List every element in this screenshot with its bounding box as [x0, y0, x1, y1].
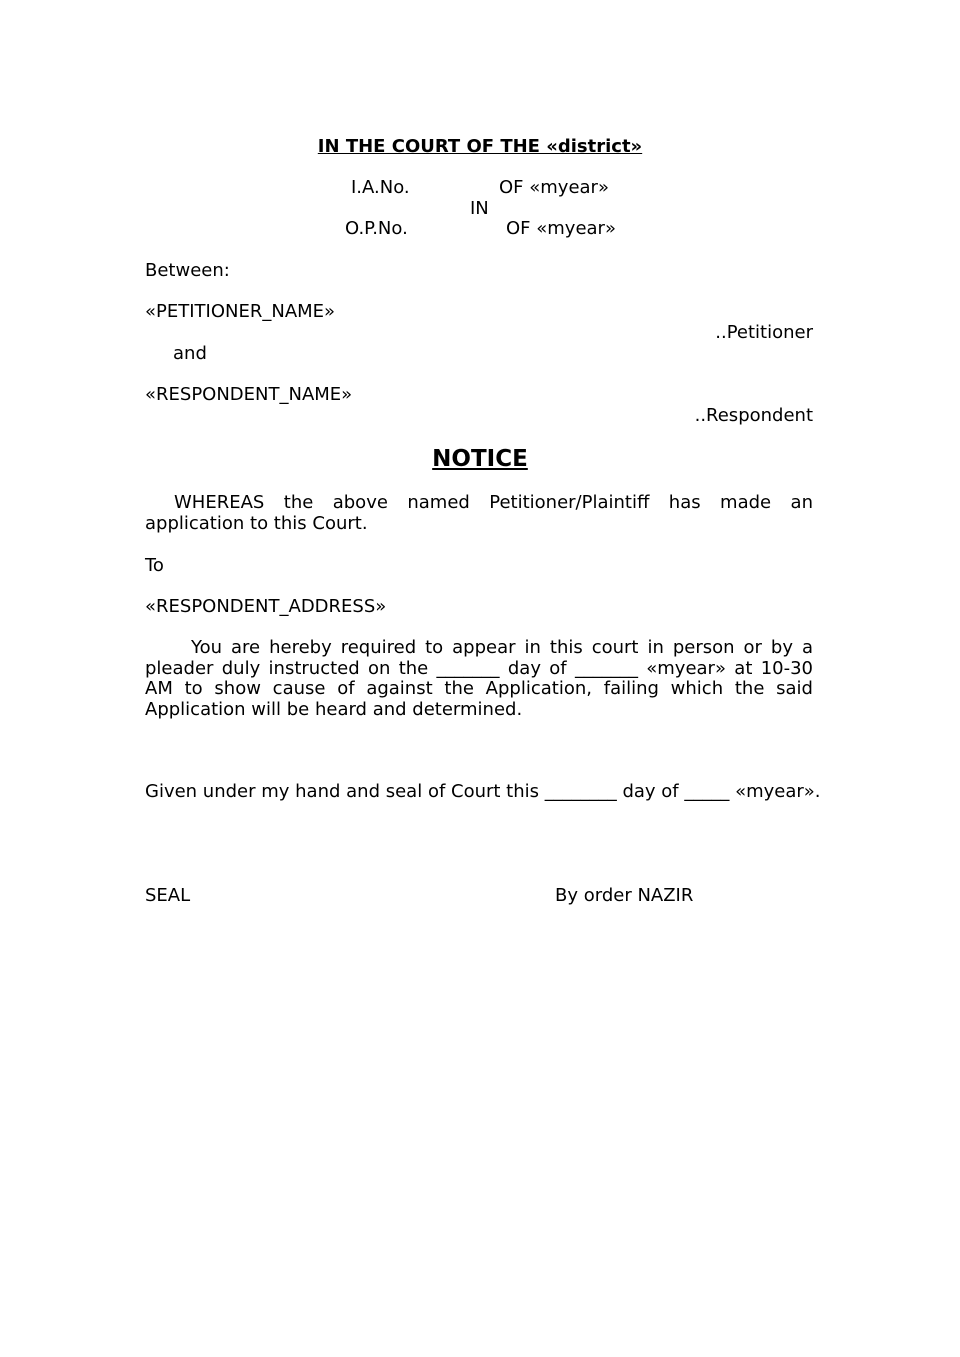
op-year: OF «myear»	[506, 218, 616, 239]
respondent-address: «RESPONDENT_ADDRESS»	[145, 596, 387, 617]
ia-number-label: I.A.No.	[351, 177, 410, 198]
respondent-name: «RESPONDENT_NAME»	[145, 384, 353, 405]
summons-paragraph: You are hereby required to appear in this court in person or by a pleader duly instructed on the _______ day of _______ «myear» at 10-30 AM to show cause of against the Application, failing which the said Application will be heard and determined.	[145, 637, 813, 720]
given-under-hand-line: Given under my hand and seal of Court this ________ day of _____ «myear».	[145, 781, 821, 802]
op-number-label: O.P.No.	[345, 218, 408, 239]
notice-title: NOTICE	[432, 446, 528, 472]
whereas-paragraph: WHEREAS the above named Petitioner/Plaintiff has made an application to this Court.	[145, 492, 813, 534]
ia-year: OF «myear»	[499, 177, 609, 198]
in-label: IN	[470, 198, 489, 219]
by-order-nazir: By order NAZIR	[555, 885, 694, 906]
petitioner-name: «PETITIONER_NAME»	[145, 301, 336, 322]
respondent-role: ..Respondent	[694, 405, 813, 426]
petitioner-role: ..Petitioner	[715, 322, 813, 343]
and-label: and	[173, 343, 207, 364]
to-label: To	[145, 555, 164, 576]
court-title: IN THE COURT OF THE «district»	[317, 136, 643, 157]
seal-label: SEAL	[145, 885, 191, 906]
between-label: Between:	[145, 260, 230, 281]
